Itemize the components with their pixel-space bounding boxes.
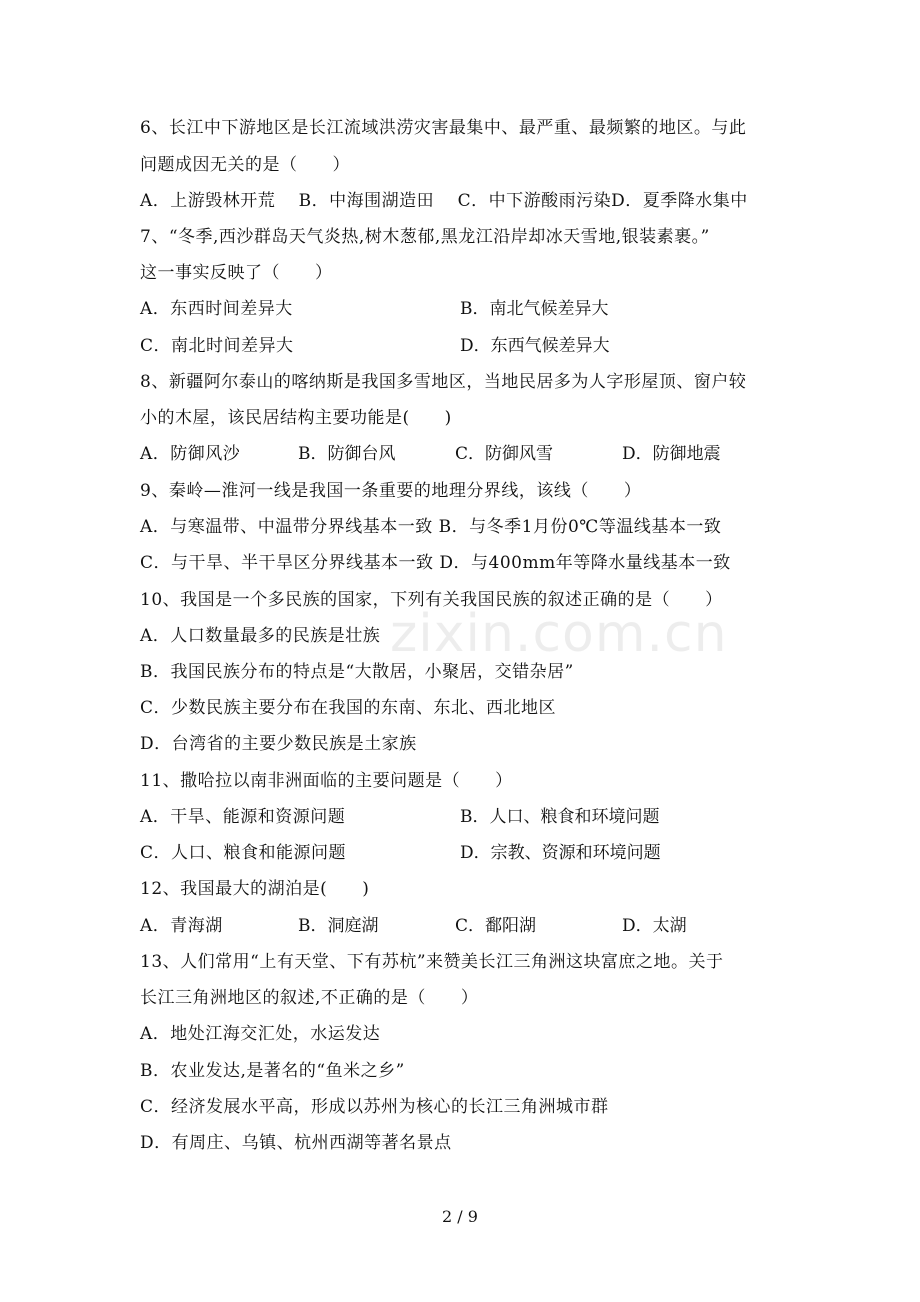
- q12-option-d: D．太湖: [622, 916, 687, 936]
- page-number: 2 / 9: [442, 1207, 478, 1226]
- q7-option-c: C．南北时间差异大: [140, 336, 294, 356]
- q12-option-a: A．青海湖: [140, 916, 223, 936]
- q8-stem-line2: 小的木屋，该民居结构主要功能是( ): [140, 408, 452, 428]
- q10-option-a: A．人口数量最多的民族是壮族: [140, 626, 381, 646]
- q10-option-b: B．我国民族分布的特点是“大散居，小聚居，交错杂居”: [140, 662, 574, 682]
- q8-option-a: A．防御风沙: [140, 444, 241, 464]
- q13-option-c: C．经济发展水平高，形成以苏州为核心的长江三角洲城市群: [140, 1097, 609, 1117]
- q9-options-ab: A．与寒温带、中温带分界线基本一致 B．与冬季1月份0℃等温线基本一致: [140, 517, 722, 537]
- q8-option-b: B．防御台风: [298, 444, 396, 464]
- q13-option-d: D．有周庄、乌镇、杭州西湖等著名景点: [140, 1133, 452, 1153]
- q7-option-b: B．南北气候差异大: [460, 299, 609, 319]
- q8-option-c: C．防御风雪: [455, 444, 554, 464]
- watermark: zixin.com.cn: [390, 604, 728, 664]
- q7-option-d: D．东西气候差异大: [460, 336, 610, 356]
- q13-option-a: A．地处江海交汇处，水运发达: [140, 1024, 381, 1044]
- q7-stem-line2: 这一事实反映了（ ）: [140, 263, 333, 283]
- q11-option-c: C．人口、粮食和能源问题: [140, 843, 347, 863]
- q10-option-c: C．少数民族主要分布在我国的东南、东北、西北地区: [140, 698, 557, 718]
- q8-stem-line1: 8、新疆阿尔泰山的喀纳斯是我国多雪地区，当地民居多为人字形屋顶、窗户较: [140, 372, 747, 392]
- q9-stem: 9、秦岭—淮河一线是我国一条重要的地理分界线，该线（ ）: [140, 481, 642, 501]
- q6-options: A．上游毁林开荒 B．中海围湖造田 C．中下游酸雨污染D．夏季降水集中: [140, 191, 748, 211]
- q8-option-d: D．防御地震: [622, 444, 721, 464]
- q13-option-b: B．农业发达,是著名的“鱼米之乡”: [140, 1061, 405, 1081]
- q12-stem: 12、我国最大的湖泊是( ): [140, 879, 370, 899]
- q11-stem: 11、撒哈拉以南非洲面临的主要问题是（ ）: [140, 771, 513, 791]
- q7-stem-line1: 7、“冬季,西沙群岛天气炎热,树木葱郁,黑龙江沿岸却冰天雪地,银装素裹。”: [140, 227, 710, 247]
- q13-stem-line2: 长江三角洲地区的叙述,不正确的是（ ）: [140, 988, 479, 1008]
- q9-options-cd: C．与干旱、半干旱区分界线基本一致 D．与400mm年等降水量线基本一致: [140, 553, 731, 573]
- q13-stem-line1: 13、人们常用“上有天堂、下有苏杭”来赞美长江三角洲这块富庶之地。关于: [140, 952, 724, 972]
- q11-option-d: D．宗教、资源和环境问题: [460, 843, 661, 863]
- q11-option-a: A．干旱、能源和资源问题: [140, 807, 346, 827]
- q11-option-b: B．人口、粮食和环境问题: [460, 807, 660, 827]
- q6-stem-line2: 问题成因无关的是（ ）: [140, 155, 350, 175]
- q10-stem: 10、我国是一个多民族的国家，下列有关我国民族的叙述正确的是（ ）: [140, 590, 723, 610]
- q12-option-b: B．洞庭湖: [298, 916, 379, 936]
- q7-option-a: A．东西时间差异大: [140, 299, 293, 319]
- q12-option-c: C．鄱阳湖: [455, 916, 537, 936]
- q10-option-d: D．台湾省的主要少数民族是土家族: [140, 734, 417, 754]
- q6-stem-line1: 6、长江中下游地区是长江流域洪涝灾害最集中、最严重、最频繁的地区。与此: [140, 118, 747, 138]
